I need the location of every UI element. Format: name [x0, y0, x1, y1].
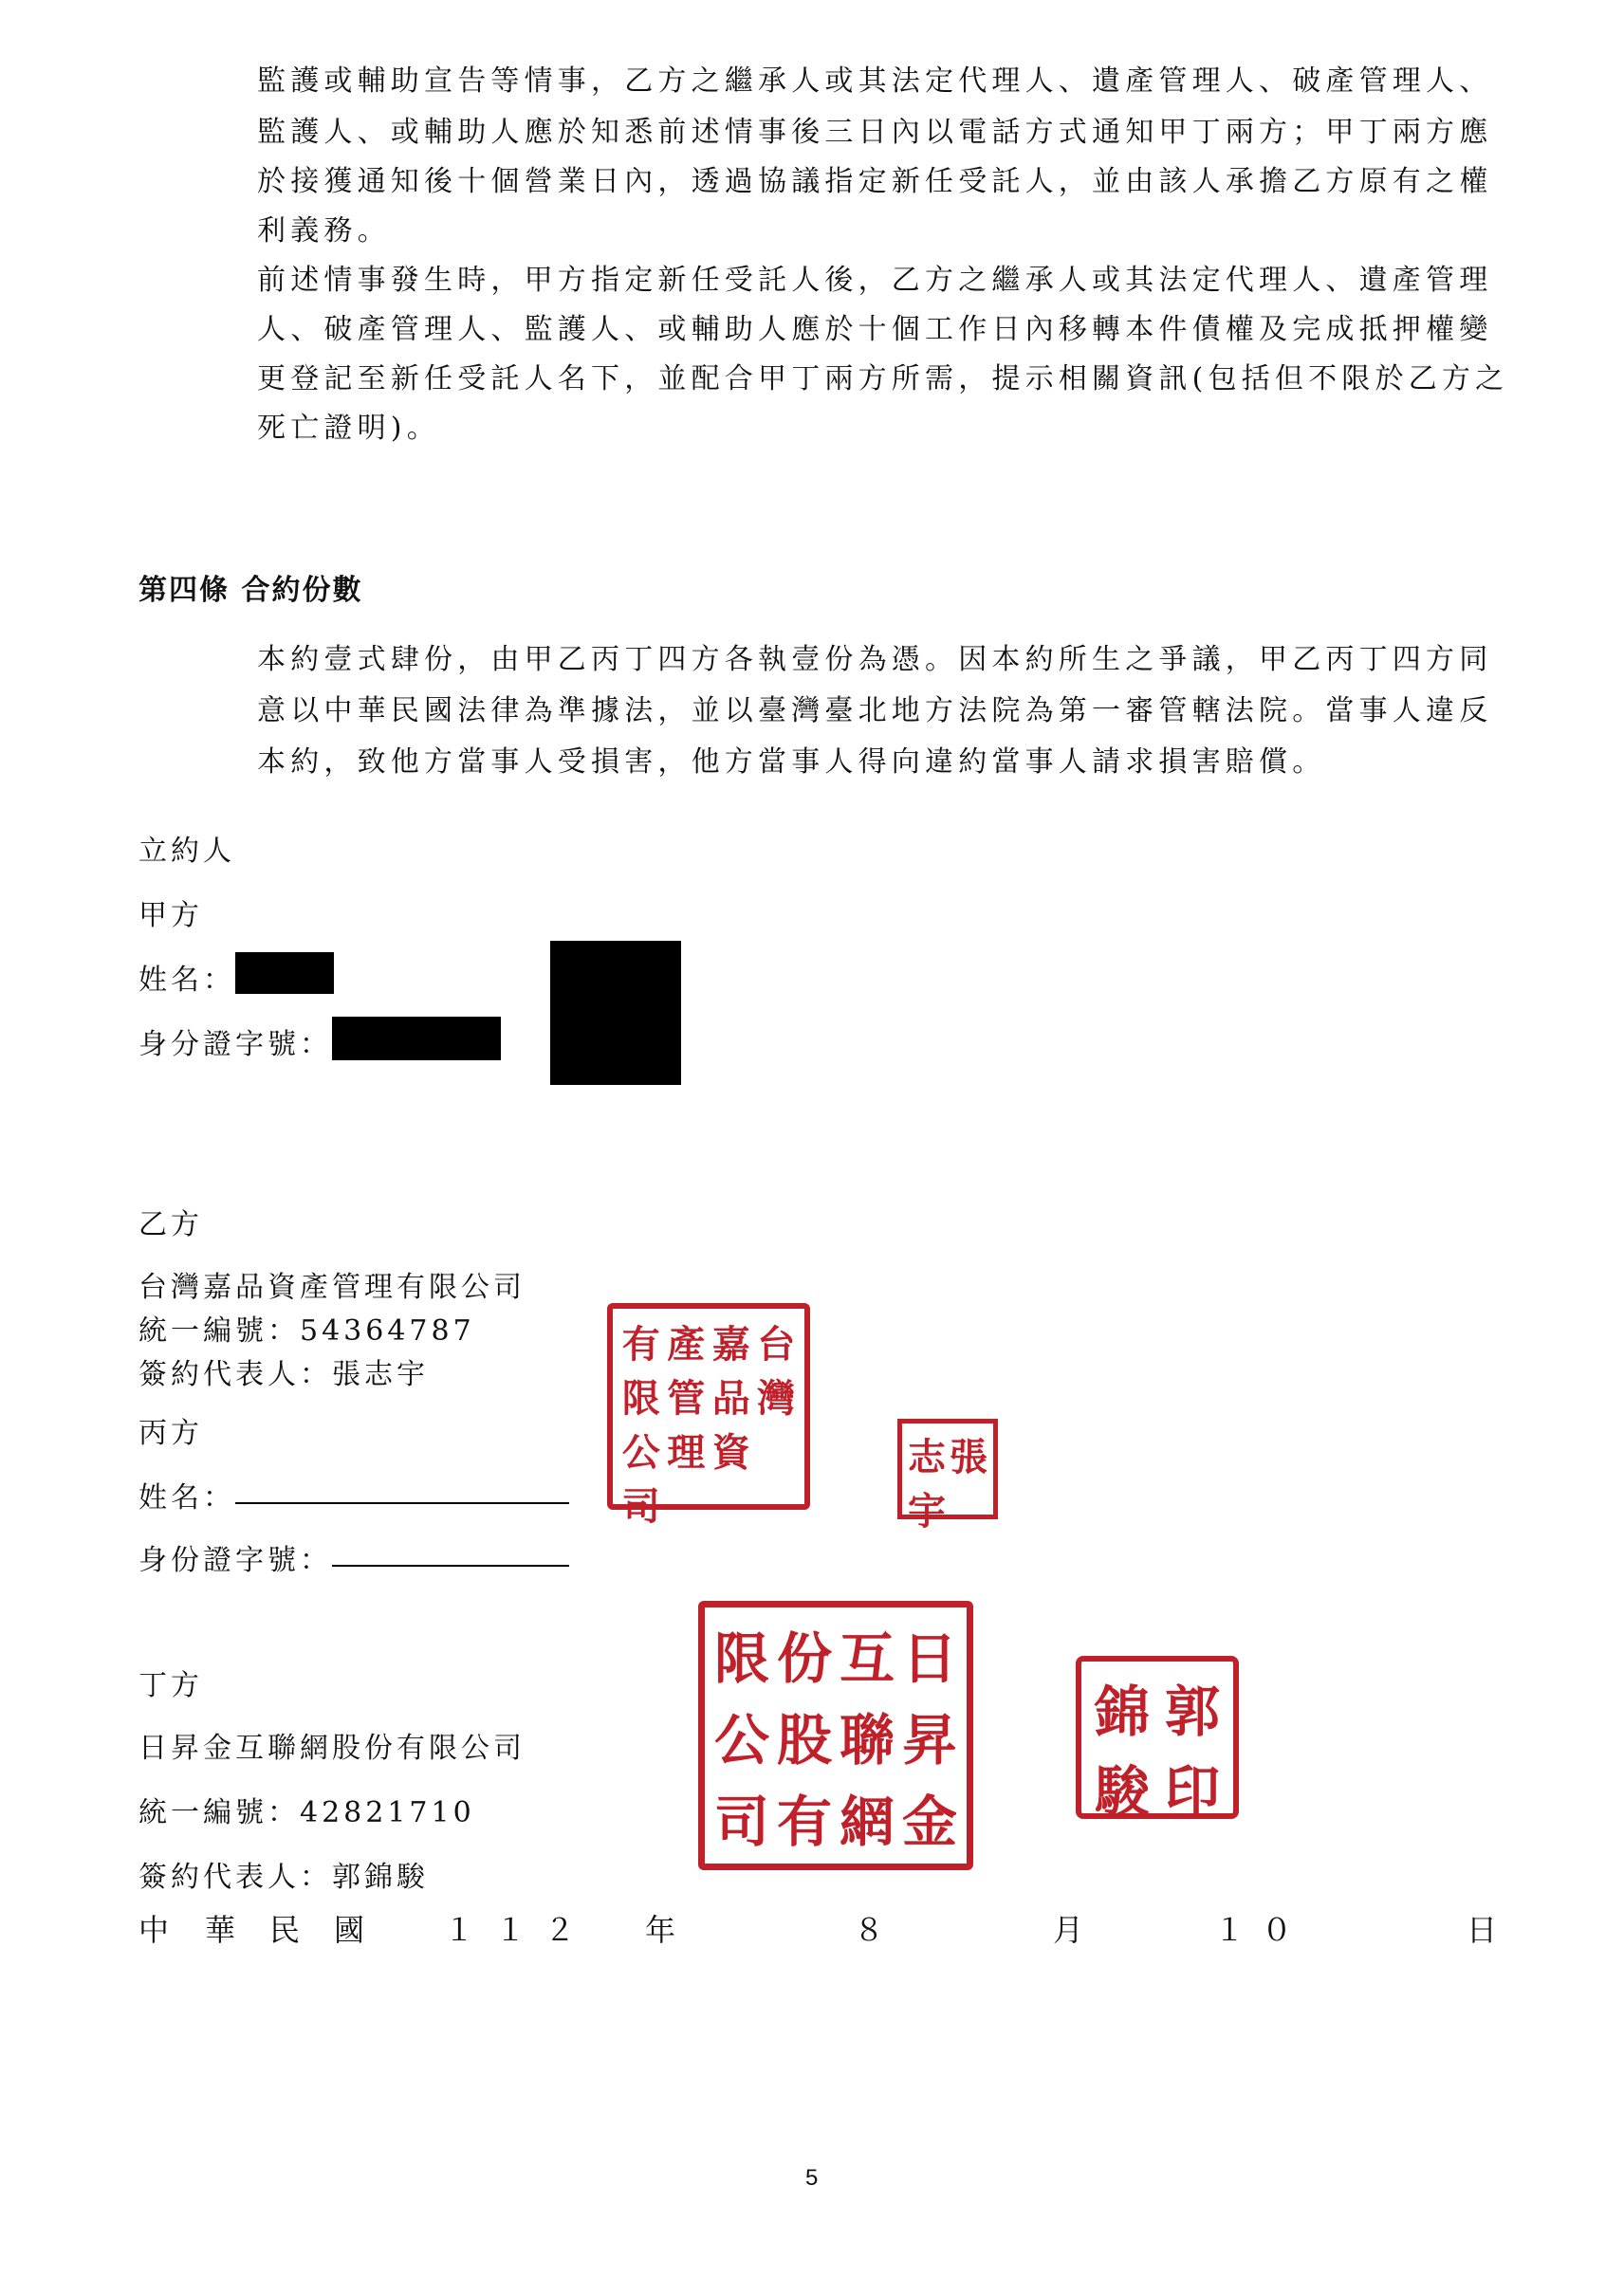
seal-char: 台 [757, 1322, 796, 1367]
party-a-seal-redaction [550, 941, 681, 1085]
seal-char: 理 [667, 1430, 706, 1475]
seal-char: 公 [621, 1430, 660, 1475]
seal-char: 互 [839, 1626, 895, 1691]
date-char: １ [1214, 1912, 1246, 1948]
seal-char: 股 [776, 1708, 832, 1773]
seal-char: 網 [839, 1790, 895, 1854]
clause3-line-8: 死亡證明)。 [257, 412, 440, 445]
signatories-title: 立約人 [138, 835, 235, 868]
seal-char: 公 [713, 1708, 769, 1773]
date-char: 民 [269, 1912, 301, 1948]
clause4-line-3: 本約，致他方當事人受損害，他方當事人得向違約當事人請求損害賠償。 [257, 745, 1326, 779]
page-number: 5 [805, 2165, 819, 2191]
seal-char: 駿 [1094, 1759, 1150, 1824]
seal-char [709, 1477, 754, 1531]
date-char: 月 [1053, 1912, 1084, 1948]
clause3-line-5: 前述情事發生時，甲方指定新任受託人後，乙方之繼承人或其法定代理人、遺產管理 [257, 264, 1493, 297]
party-d-tax-id: 統一編號：42821710 [138, 1796, 475, 1829]
seal-char: 金 [901, 1790, 957, 1854]
seal-char: 灣 [757, 1376, 796, 1421]
seal-char: 資 [711, 1430, 750, 1475]
date-char: 國 [334, 1912, 365, 1948]
seal-char: 司 [713, 1790, 769, 1854]
seal-char [948, 1481, 989, 1535]
party-c-name-line [235, 1502, 569, 1504]
date-char: 中 [138, 1912, 170, 1948]
clause3-line-6: 人、破產管理人、監護人、或輔助人應於十個工作日內移轉本件債權及完成抵押權變 [257, 313, 1493, 346]
party-a-id-label: 身分證字號： [138, 1028, 332, 1061]
party-c-name-label: 姓名： [138, 1481, 235, 1515]
seal-char: 志 [908, 1435, 946, 1479]
party-b-label: 乙方 [138, 1208, 203, 1241]
seal-char: 宇 [908, 1489, 946, 1534]
clause3-line-1: 監護或輔助宣告等情事，乙方之繼承人或其法定代理人、遺產管理人、破產管理人、 [257, 64, 1493, 98]
party-d-company: 日昇金互聯網股份有限公司 [138, 1732, 526, 1765]
seal-char: 嘉 [711, 1322, 750, 1367]
clause3-line-4: 利義務。 [257, 214, 391, 248]
date-char: 華 [205, 1912, 236, 1948]
clause3-line-7: 更登記至新任受託人名下，並配合甲丁兩方所需，提示相關資訊(包括但不限於乙方之 [257, 362, 1509, 395]
party-a-name-redaction [235, 952, 334, 994]
party-b-tax-id: 統一編號：54364787 [138, 1314, 475, 1348]
party-a-name-label: 姓名： [138, 964, 235, 997]
seal-char: 張 [950, 1435, 987, 1479]
clause3-line-3: 於接獲通知後十個營業日內，透過協議指定新任受託人，並由該人承擔乙方原有之權 [257, 165, 1493, 198]
seal-char: 產 [667, 1322, 706, 1367]
seal-char: 聯 [839, 1708, 895, 1773]
party-c-label: 丙方 [138, 1417, 203, 1450]
party-b-rep-seal [897, 1419, 998, 1534]
seal-char: 有 [621, 1322, 660, 1367]
seal-char: 郭 [1164, 1680, 1220, 1744]
party-b-company-seal [607, 1303, 810, 1529]
seal-char: 錦 [1094, 1680, 1150, 1744]
clause4-line-2: 意以中華民國法律為準據法，並以臺灣臺北地方法院為第一審管轄法院。當事人違反 [257, 694, 1493, 727]
date-char: ２ [544, 1912, 576, 1948]
seal-char: 限 [713, 1626, 769, 1691]
seal-char: 昇 [901, 1708, 957, 1773]
seal-char [754, 1477, 800, 1531]
date-char: 日 [1467, 1912, 1498, 1948]
party-a-label: 甲方 [138, 899, 203, 932]
seal-char: 印 [1164, 1759, 1220, 1824]
seal-char: 有 [776, 1790, 832, 1854]
date-char: 年 [645, 1912, 676, 1948]
party-d-rep-seal [1076, 1656, 1239, 1824]
date-char: ８ [854, 1912, 885, 1948]
clause3-line-2: 監護人、或輔助人應於知悉前述情事後三日內以電話方式通知甲丁兩方；甲丁兩方應 [257, 116, 1493, 149]
seal-char [664, 1477, 710, 1531]
clause4-line-1: 本約壹式肆份，由甲乙丙丁四方各執壹份為憑。因本約所生之爭議，甲乙丙丁四方同 [257, 643, 1493, 676]
party-b-company: 台灣嘉品資產管理有限公司 [138, 1271, 526, 1304]
seal-char: 品 [711, 1376, 750, 1421]
party-d-label: 丁方 [138, 1669, 203, 1702]
party-d-rep: 簽約代表人：郭錦駿 [138, 1861, 429, 1894]
clause4-heading: 第四條 合約份數 [138, 574, 363, 607]
date-char: １ [495, 1912, 526, 1948]
seal-char: 限 [621, 1376, 660, 1421]
seal-char [754, 1423, 800, 1477]
seal-char: 日 [901, 1626, 957, 1691]
seal-char: 管 [667, 1376, 706, 1421]
seal-char: 司 [621, 1484, 660, 1529]
date-char: １ [444, 1912, 475, 1948]
seal-char: 份 [776, 1626, 832, 1691]
party-b-rep: 簽約代表人：張志宇 [138, 1358, 429, 1391]
party-c-id-line [332, 1565, 569, 1567]
date-char: ０ [1262, 1912, 1293, 1948]
party-c-id-label: 身份證字號： [138, 1544, 332, 1577]
party-d-company-seal [698, 1601, 973, 1870]
party-a-id-redaction [332, 1017, 501, 1060]
